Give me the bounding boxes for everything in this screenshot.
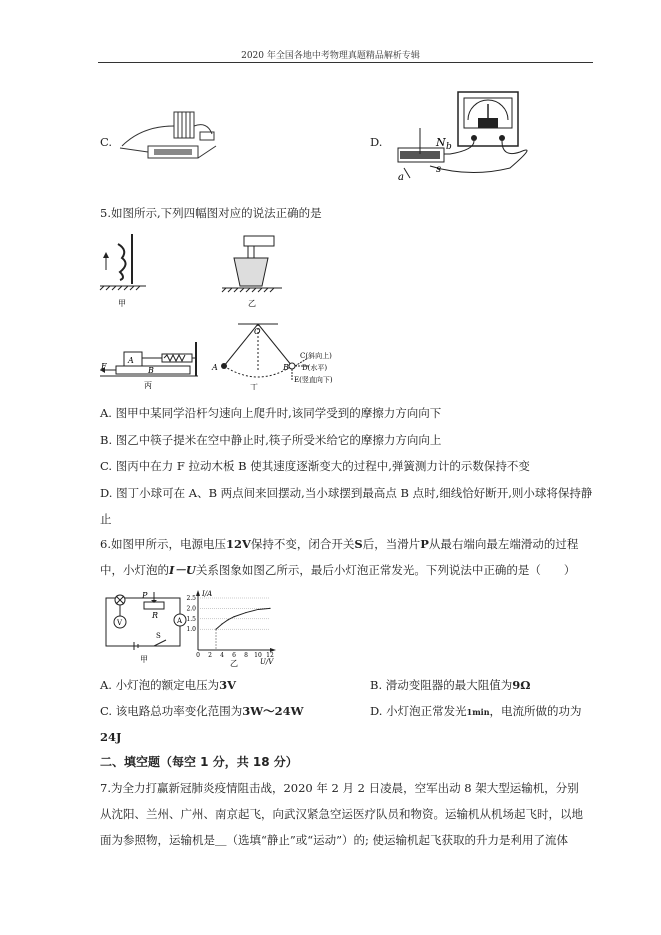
- circuit-label-jia: 甲: [140, 655, 148, 664]
- x-tick-label: 12: [266, 652, 274, 659]
- fig-label-bing: 丙: [144, 381, 152, 390]
- fig-d-label-a: a: [398, 172, 404, 183]
- fig-label-ding: 丁: [250, 383, 258, 390]
- q6-option-d-text2: ，电流所做的功为: [489, 704, 582, 718]
- fig-d-label-b: b: [446, 142, 452, 152]
- q6-stem-2b: 关系图象如图乙所示，最后小灯泡正常发光。下列说法中正确的是（ ）: [195, 563, 576, 577]
- q6-option-a-text: A. 小灯泡的额定电压为: [100, 678, 220, 692]
- q5-option-a: A. 图甲中某同学沿杆匀速向上爬升时,该同学受到的摩擦力方向向下: [100, 406, 442, 420]
- q7-line-2: 从沈阳、兰州、广州、南京起飞，向武汉紧急空运医疗队员和物资。运输机从机场起飞时，以地: [100, 807, 583, 821]
- fig-label-o: O: [254, 327, 261, 336]
- x-axis-label: U/V: [260, 658, 274, 666]
- fig-d-label-n: N: [436, 136, 446, 149]
- q7-line-1: 7.为全力打赢新冠肺炎疫情阻击战，2020 年 2 月 2 日凌晨，空军出动 8 架大型运输机，分别: [100, 781, 579, 795]
- q7-line-3: 面为参照物，运输机是＿（选填“静止”或“运动”）的; 使运输机起飞获取的升力是利用了流体: [100, 833, 569, 847]
- y-tick-label: 2.0: [186, 605, 196, 613]
- fig-label-jia: 甲: [118, 299, 126, 308]
- q6-option-c-text: C. 该电路总功率变化范围为: [100, 704, 243, 718]
- q5-option-b: B. 图乙中筷子提米在空中静止时,筷子所受米给它的摩擦力方向向上: [100, 433, 442, 447]
- q6-option-b-value: 9Ω: [512, 678, 531, 692]
- q6-switch-s: S: [354, 537, 363, 551]
- q6-voltage: 12V: [225, 537, 251, 551]
- circuit-label-a: A: [177, 617, 183, 625]
- q6-stem-1b: 保持不变，闭合开关: [250, 537, 355, 551]
- x-tick-label: 10: [254, 652, 262, 659]
- y-tick-label: 1.5: [186, 615, 196, 623]
- option-d-label: D.: [370, 135, 383, 149]
- iu-point: [257, 609, 258, 610]
- q5-option-d: D. 图丁小球可在 A、B 两点间来回摆动,当小球摆到最高点 B 点时,细线恰好断开,则小球将保持静: [100, 486, 593, 500]
- fig-label-d-dir: D(水平): [302, 364, 328, 372]
- iu-point: [269, 608, 270, 609]
- q6-iu: I－U: [169, 563, 196, 577]
- fig-label-b: B: [148, 366, 154, 375]
- fig-label-c-dir: C(斜向上): [300, 352, 332, 360]
- y-axis-label: I/A: [202, 590, 213, 598]
- q6-option-b: [370, 677, 531, 693]
- iu-point: [233, 616, 234, 617]
- iu-point: [227, 619, 228, 620]
- q6-stem-1a: 6.如图甲所示，电源电压: [100, 537, 226, 551]
- section-2-title: 二、填空题（每空 1 分，共 18 分）: [100, 755, 298, 769]
- chart-label-yi: 乙: [230, 659, 238, 668]
- y-tick-label: 1.0: [186, 626, 196, 634]
- figure-q6-circuit: [100, 590, 188, 664]
- x-tick-label: 2: [208, 652, 212, 659]
- q6-option-a-value: 3V: [219, 678, 237, 692]
- figure-q5: [98, 230, 338, 390]
- circuit-label-s: S: [156, 632, 161, 640]
- q6-option-d-text: D. 小灯泡正常发光: [370, 704, 467, 718]
- q6-stem-2a: 中，小灯泡的: [100, 563, 169, 577]
- x-tick-label: 4: [220, 652, 224, 659]
- q6-option-b-text: B. 滑动变阻器的最大阻值为: [370, 678, 513, 692]
- running-header: 2020 年全国各地中考物理真题精品解析专辑: [241, 51, 420, 61]
- circuit-label-v: V: [117, 619, 123, 627]
- q6-stem-1d: 从最右端向最左端滑动的过程: [428, 537, 579, 551]
- q6-option-c-value: 3W～24W: [242, 704, 304, 718]
- fig-label-a-ding: A: [212, 363, 218, 372]
- iu-point: [221, 623, 222, 624]
- q6-option-d-duration: 1min: [466, 707, 490, 717]
- figure-q6-iu-chart: [184, 586, 284, 668]
- fig-label-f: F: [101, 362, 107, 371]
- iu-point: [245, 612, 246, 613]
- q5-option-c: C. 图丙中在力 F 拉动木板 B 使其速度逐渐变大的过程中,弹簧测力计的示数保持不变: [100, 459, 530, 473]
- x-tick-label: 6: [232, 652, 236, 659]
- circuit-label-r: R: [152, 611, 159, 620]
- q6-stem-line2: [100, 562, 575, 578]
- q6-slider-p: P: [420, 537, 429, 551]
- q6-stem-1c: 后，当滑片: [362, 537, 421, 551]
- option-c-label: C.: [100, 135, 113, 149]
- figure-q4-c: [112, 106, 222, 168]
- q5-stem: 5.如图所示,下列四幅图对应的说法正确的是: [100, 206, 322, 220]
- fig-label-e-dir: E(竖直向下): [294, 376, 333, 384]
- q6-option-c: [100, 703, 304, 719]
- x-tick-label: 8: [244, 652, 248, 659]
- circuit-label-p: P: [142, 591, 148, 600]
- q6-option-d-value: 24J: [100, 730, 122, 744]
- iu-point: [215, 629, 216, 630]
- figure-q4-d: [390, 88, 540, 183]
- fig-label-yi: 乙: [248, 299, 256, 308]
- fig-label-a: A: [128, 356, 134, 365]
- q6-stem-line1: [100, 536, 578, 552]
- fig-d-label-s: s: [436, 164, 442, 175]
- x-tick-label: 0: [196, 652, 200, 659]
- q6-option-a: [100, 677, 236, 693]
- q5-option-d-cont: 止: [100, 512, 112, 526]
- header-rule: [98, 62, 593, 63]
- fig-label-b-ding: B: [283, 363, 289, 372]
- q6-option-d: [370, 703, 582, 720]
- y-tick-label: 2.5: [186, 595, 196, 602]
